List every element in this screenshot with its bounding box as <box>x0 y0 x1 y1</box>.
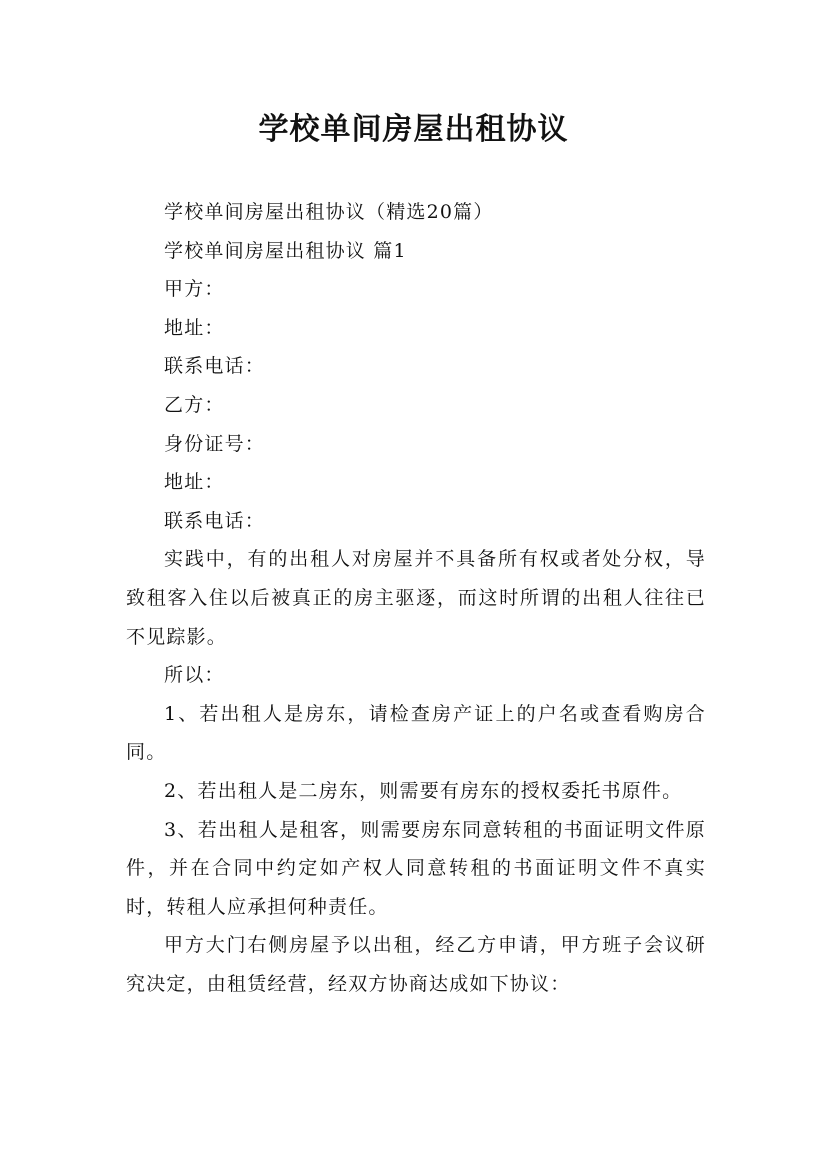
body-paragraph: 所以： <box>164 664 225 687</box>
body-paragraph: 甲方大门右侧房屋予以出租，经乙方申请，甲方班子会议研究决定，由租赁经营，经双方协商达成如下协议： <box>126 934 706 995</box>
subtitle-paragraph: 学校单间房屋出租协议（精选20篇） <box>164 201 494 223</box>
party-a-address-label: 地址： <box>164 316 225 339</box>
list-item: 1、若出租人是房东，请检查房产证上的户名或查看购房合同。 <box>126 702 706 764</box>
party-b-label: 乙方： <box>164 393 225 416</box>
list-item: 2、若出租人是二房东，则需要有房东的授权委托书原件。 <box>164 779 683 802</box>
document-body <box>126 193 706 1003</box>
party-a-phone-label: 联系电话： <box>164 355 266 378</box>
body-paragraph: 实践中，有的出租人对房屋并不具备所有权或者处分权，导致租客入住以后被真正的房主驱逐，而这时所谓的出租人往往已不见踪影。 <box>126 548 706 648</box>
section-heading: 学校单间房屋出租协议 篇1 <box>164 239 407 262</box>
party-b-id-label: 身份证号： <box>164 432 266 455</box>
list-item: 3、若出租人是租客，则需要房东同意转租的书面证明文件原件，并在合同中约定如产权人同意转租的书面证明文件不真实时，转租人应承担何种责任。 <box>126 818 706 918</box>
party-b-address-label: 地址： <box>164 471 225 494</box>
party-a-label: 甲方： <box>164 278 225 301</box>
party-b-phone-label: 联系电话： <box>164 509 266 532</box>
document-title: 学校单间房屋出租协议 <box>258 112 569 147</box>
